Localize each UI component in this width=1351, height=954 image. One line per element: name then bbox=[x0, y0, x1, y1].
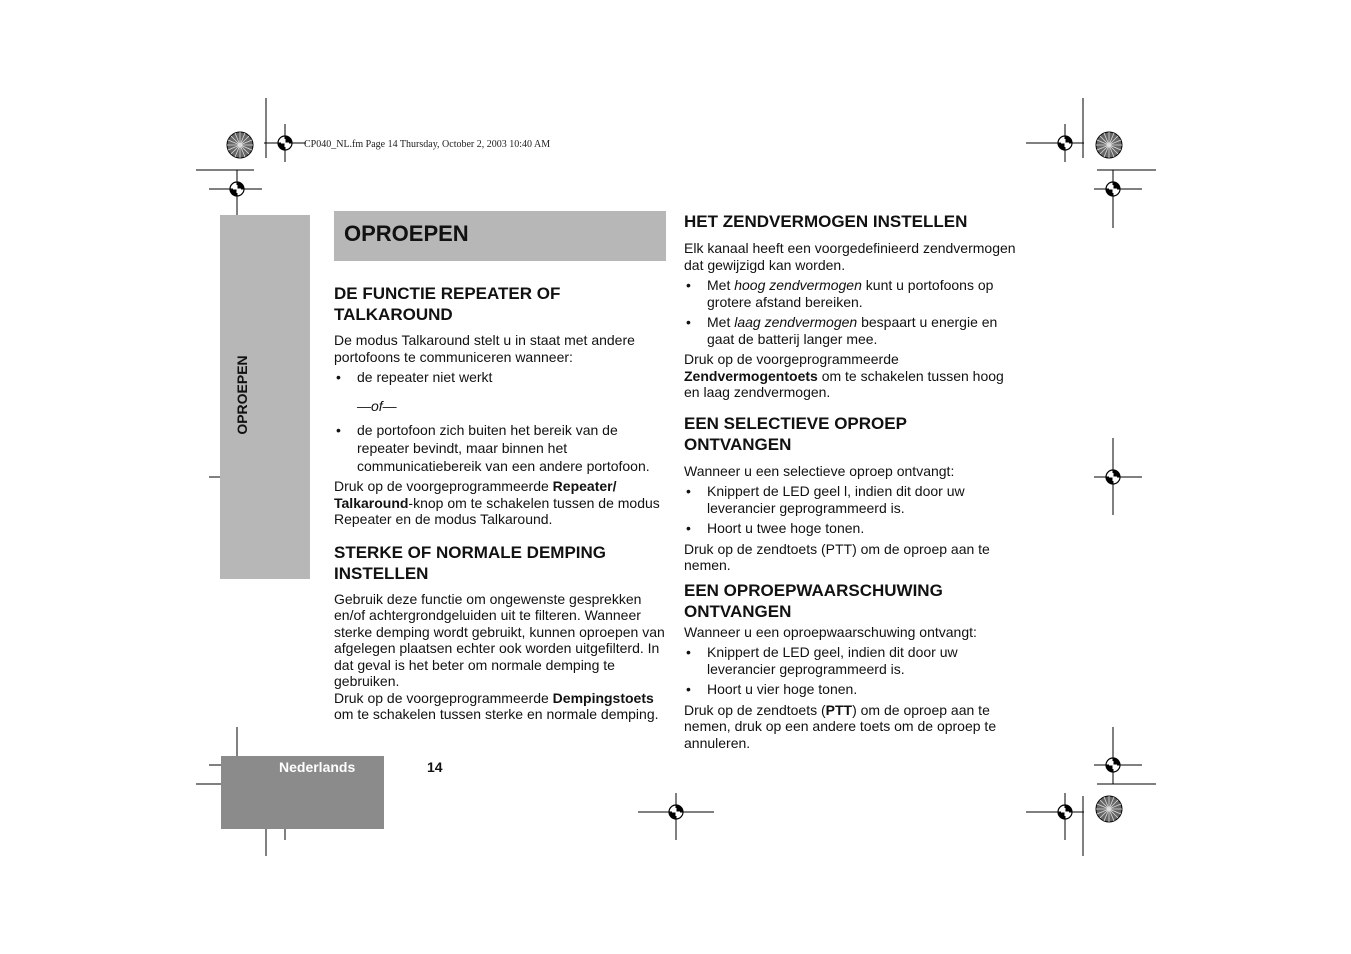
list-item: • Hoort u vier hoge tonen. bbox=[684, 681, 1018, 698]
bullet-list bbox=[684, 277, 1018, 347]
paragraph: Druk op de zendtoets (PTT) om de oproep aan te nemen. bbox=[684, 540, 990, 573]
list-item: • de repeater niet werkt bbox=[334, 369, 668, 386]
bullet-list bbox=[334, 421, 668, 475]
paragraph: Wanneer u een selectieve oproep ontvangt: bbox=[684, 462, 955, 479]
list-item: • Knippert de LED geel, indien dit door uw leverancier geprogrammeerd is. bbox=[684, 644, 1018, 677]
or-separator: —of— bbox=[357, 397, 397, 414]
section-heading-squelch: STERKE OF NORMALE DEMPING INSTELLEN bbox=[334, 542, 607, 583]
list-item: • Met laag zendvermogen bespaart u energie en gaat de batterij langer mee. bbox=[684, 314, 1018, 347]
section-heading-repeater: DE FUNCTIE REPEATER OF TALKAROUND bbox=[334, 284, 561, 324]
bullet-list bbox=[334, 369, 668, 386]
page-number: 14 bbox=[427, 759, 443, 775]
footer-language: Nederlands bbox=[279, 759, 356, 775]
section-heading-selective-call: EEN SELECTIEVE OPROEP ONTVANGEN bbox=[684, 413, 907, 454]
section-heading-call-alert: EEN OPROEPWAARSCHUWING ONTVANGEN bbox=[684, 580, 943, 621]
file-info: CP040_NL.fm Page 14 Thursday, October 2, 2003 10:40 AM bbox=[304, 139, 551, 150]
paragraph: Wanneer u een oproepwaarschuwing ontvangt: bbox=[684, 623, 977, 640]
paragraph: Elk kanaal heeft een voorgedefinieerd zendvermogen dat gewijzigd kan worden. bbox=[684, 240, 1016, 273]
page-title: OPROEPEN bbox=[344, 221, 469, 246]
list-item: • de portofoon zich buiten het bereik van de repeater bevindt, maar binnen het communicatiebereik van een andere portofoon. bbox=[334, 421, 668, 475]
paragraph: Druk op de voorgeprogrammeerde Zendvermogentoets om te schakelen tussen hoog en laag zendvermogen. bbox=[684, 351, 1004, 400]
title-band bbox=[334, 211, 666, 261]
key-name: Zendvermogentoets bbox=[684, 367, 818, 384]
left-column bbox=[334, 283, 668, 723]
bullet-list bbox=[684, 483, 1018, 537]
paragraph: Druk op de voorgeprogrammeerde Dempingstoets om te schakelen tussen sterke en normale demping. bbox=[334, 689, 659, 722]
list-item: • Hoort u twee hoge tonen. bbox=[684, 520, 1018, 537]
key-name: Repeater/ Talkaround bbox=[334, 478, 617, 511]
list-item: • Met hoog zendvermogen kunt u portofoons op grotere afstand bereiken. bbox=[684, 277, 1018, 310]
key-name: PTT bbox=[825, 701, 853, 718]
footer-language-tab bbox=[221, 756, 384, 829]
key-name: Dempingstoets bbox=[552, 689, 654, 706]
paragraph: Druk op de voorgeprogrammeerde Repeater/ Talkaround-knop om te schakelen tussen de modus Repeater en de modus Talkaround. bbox=[334, 478, 660, 527]
paragraph: Druk op de zendtoets (PTT) om de oproep aan te nemen, druk op een andere toets om de oproep te annuleren. bbox=[684, 701, 997, 751]
side-tab bbox=[220, 215, 310, 579]
paragraph: Gebruik deze functie om ongewenste gesprekken en/of achtergrondgeluiden uit te filteren. Wanneer sterke demping wordt gebruikt, kunnen oproepen van afgelegen plaatsen echter ook worden uitgefilterd. In dat geval is het beter om normale demping te gebruiken. bbox=[334, 590, 665, 689]
side-tab-label: OPROEPEN bbox=[234, 355, 250, 435]
bullet-list bbox=[684, 644, 1018, 698]
right-column bbox=[684, 211, 1018, 751]
list-item: • Knippert de LED geel l, indien dit door uw leverancier geprogrammeerd is. bbox=[684, 483, 1018, 516]
section-heading-power: HET ZENDVERMOGEN INSTELLEN bbox=[684, 212, 968, 231]
paragraph: De modus Talkaround stelt u in staat met andere portofoons te communiceren wanneer: bbox=[334, 332, 635, 365]
